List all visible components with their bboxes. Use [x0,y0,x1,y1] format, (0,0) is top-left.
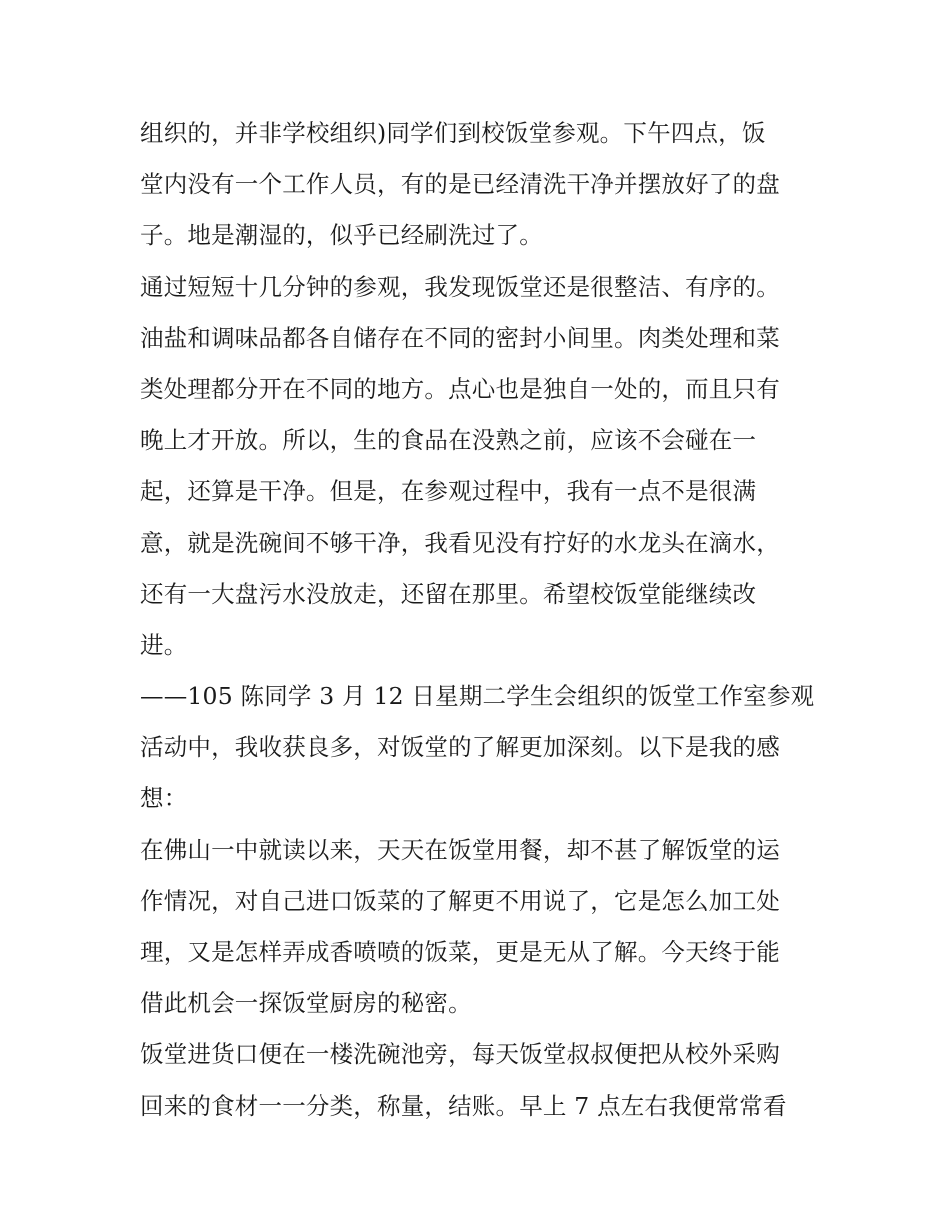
text-line: 还有一大盘污水没放走，还留在那里。希望校饭堂能继续改 [140,579,757,608]
text-line: 晚上才开放。所以，生的食品在没熟之前，应该不会碰在一 [140,426,757,455]
text-line: 借此机会一探饭堂厨房的秘密。 [140,989,472,1018]
text-line: 类处理都分开在不同的地方。点心也是独自一处的，而且只有 [140,374,780,403]
text-line: 意，就是洗碗间不够干净，我看见没有拧好的水龙头在滴水， [140,528,780,557]
text-line: 组织的，并非学校组织)同学们到校饭堂参观。下午四点，饭 [140,119,766,147]
text-line: 想： [140,784,188,813]
text-line: ——105 陈同学 3 月 12 日星期二学生会组织的饭堂工作室参观 [140,682,815,711]
text-line: 回来的食材一一分类，称量，结账。早上 7 点左右我便常常看 [140,1091,787,1120]
text-line: 作情况，对自己进口饭菜的了解更不用说了，它是怎么加工处 [140,886,780,915]
text-line: 通过短短十几分钟的参观，我发现饭堂还是很整洁、有序的。 [140,272,780,301]
text-line: 在佛山一中就读以来，天天在饭堂用餐，却不甚了解饭堂的运 [140,835,780,864]
text-line: 活动中，我收获良多，对饭堂的了解更加深刻。以下是我的感 [140,733,780,762]
text-line: 理，又是怎样弄成香喷喷的饭菜，更是无从了解。今天终于能 [140,938,780,966]
body-text [140,108,815,1132]
text-line: 油盐和调味品都各自储存在不同的密封小间里。肉类处理和菜 [140,323,780,352]
text-line: 堂内没有一个工作人员，有的是已经清洗干净并摆放好了的盘 [140,170,780,199]
text-line: 饭堂进货口便在一楼洗碗池旁，每天饭堂叔叔便把从校外采购 [140,1040,780,1069]
text-line: 起，还算是干净。但是，在参观过程中，我有一点不是很满 [140,477,757,506]
text-line: 进。 [140,630,188,659]
text-line: 子。地是潮湿的，似乎已经刷洗过了。 [140,221,543,250]
